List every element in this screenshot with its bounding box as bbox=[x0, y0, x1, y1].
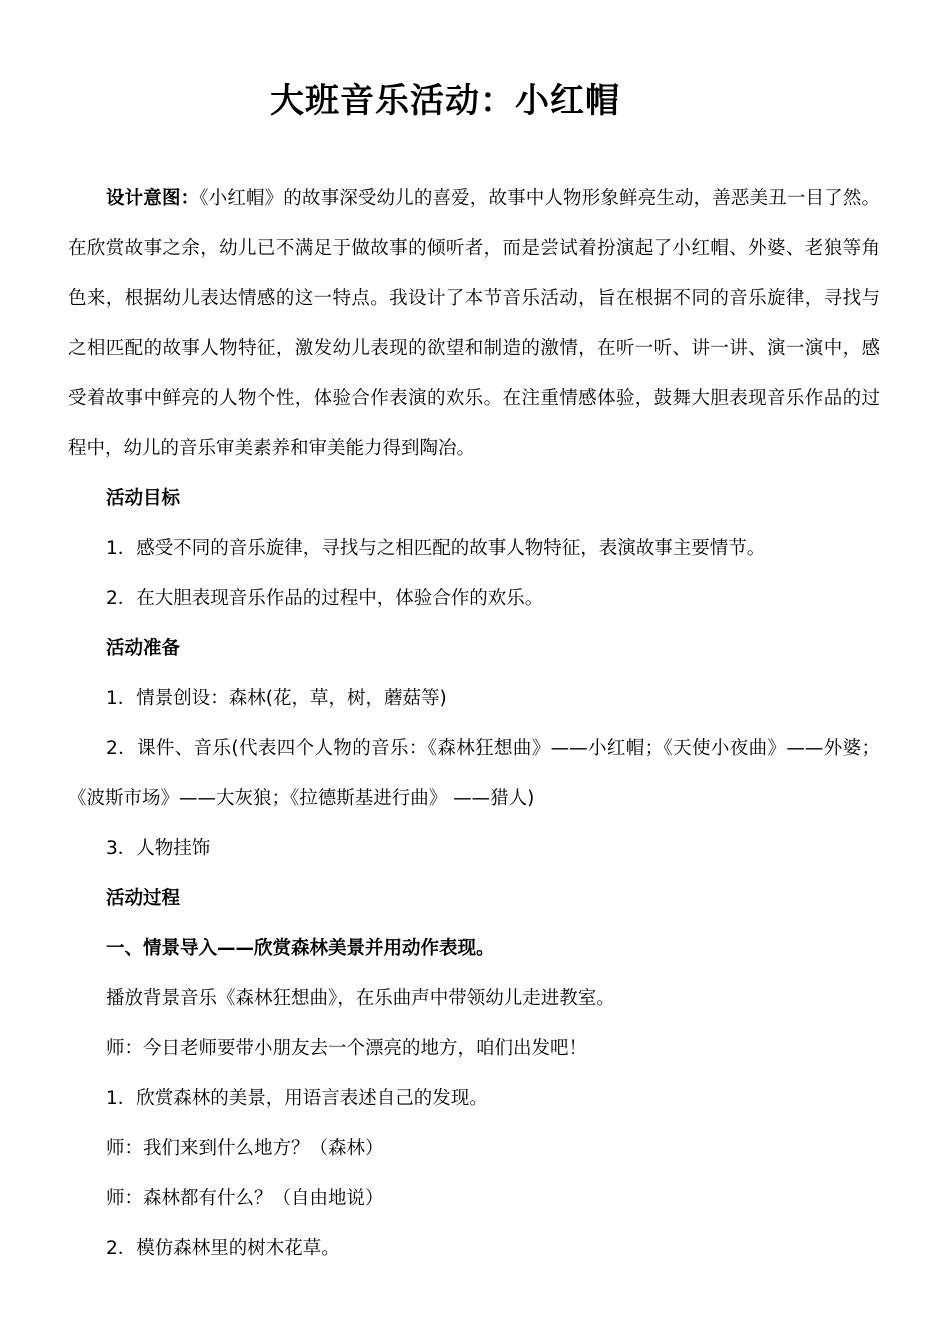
process-line-4: 师：我们来到什么地方？（森林） bbox=[106, 1138, 384, 1159]
process-line-1: 播放背景音乐《森林狂想曲》，在乐曲声中带领幼儿走进教室。 bbox=[106, 988, 615, 1009]
goals-heading: 活动目标 bbox=[106, 488, 181, 509]
goal-item-2: 2．在大胆表现音乐作品的过程中，体验合作的欢乐。 bbox=[106, 588, 544, 609]
process-line-5: 师：森林都有什么？（自由地说） bbox=[106, 1188, 384, 1209]
process-heading: 活动过程 bbox=[106, 888, 181, 909]
preparation-item-3: 3．人物挂饰 bbox=[106, 838, 211, 859]
preparation-heading: 活动准备 bbox=[106, 638, 181, 659]
process-line-6: 2．模仿森林里的树木花草。 bbox=[106, 1238, 340, 1259]
step-1-heading: 一、情景导入——欣赏森林美景并用动作表现。 bbox=[106, 938, 495, 959]
process-line-2: 师：今日老师要带小朋友去一个漂亮的地方，咱们出发吧！ bbox=[106, 1038, 588, 1059]
design-intent-label: 设计意图： bbox=[106, 188, 200, 209]
design-intent-text: 《小红帽》的故事深受幼儿的喜爱，故事中人物形象鲜亮生动，善恶美丑一目了然。在欣赏故事之余，幼儿已不满足于做故事的倾听者，而是尝试着扮演起了小红帽、外婆、老狼等角色来，根据幼儿表达情感的这一特点。我设计了本节音乐活动，旨在根据不同的音乐旋律，寻找与之相匹配的故事人物特征，激发幼儿表现的欲望和制造的激情，在听一听、讲一讲、演一演中，感受着故事中鲜亮的人物个性，体验合作表演的欢乐。在注重情感体验，鼓舞大胆表现音乐作品的过程中，幼儿的音乐审美素养和审美能力得到陶冶。 bbox=[68, 188, 880, 459]
document-body bbox=[68, 174, 880, 1274]
design-intent-paragraph bbox=[68, 174, 880, 474]
process-line-3: 1．欣赏森林的美景，用语言表述自己的发现。 bbox=[106, 1088, 488, 1109]
document-title: 大班音乐活动：小红帽 bbox=[270, 81, 620, 121]
preparation-item-2: 2．课件、音乐(代表四个人物的音乐：《森林狂想曲》——小红帽；《天使小夜曲》——外婆；《波斯市场》——大灰狼；《拉德斯基进行曲》 ——猎人) bbox=[68, 738, 880, 809]
goal-item-1: 1．感受不同的音乐旋律，寻找与之相匹配的故事人物特征，表演故事主要情节。 bbox=[106, 538, 766, 559]
preparation-item-1: 1．情景创设：森林(花，草，树，蘑菇等) bbox=[106, 688, 447, 709]
